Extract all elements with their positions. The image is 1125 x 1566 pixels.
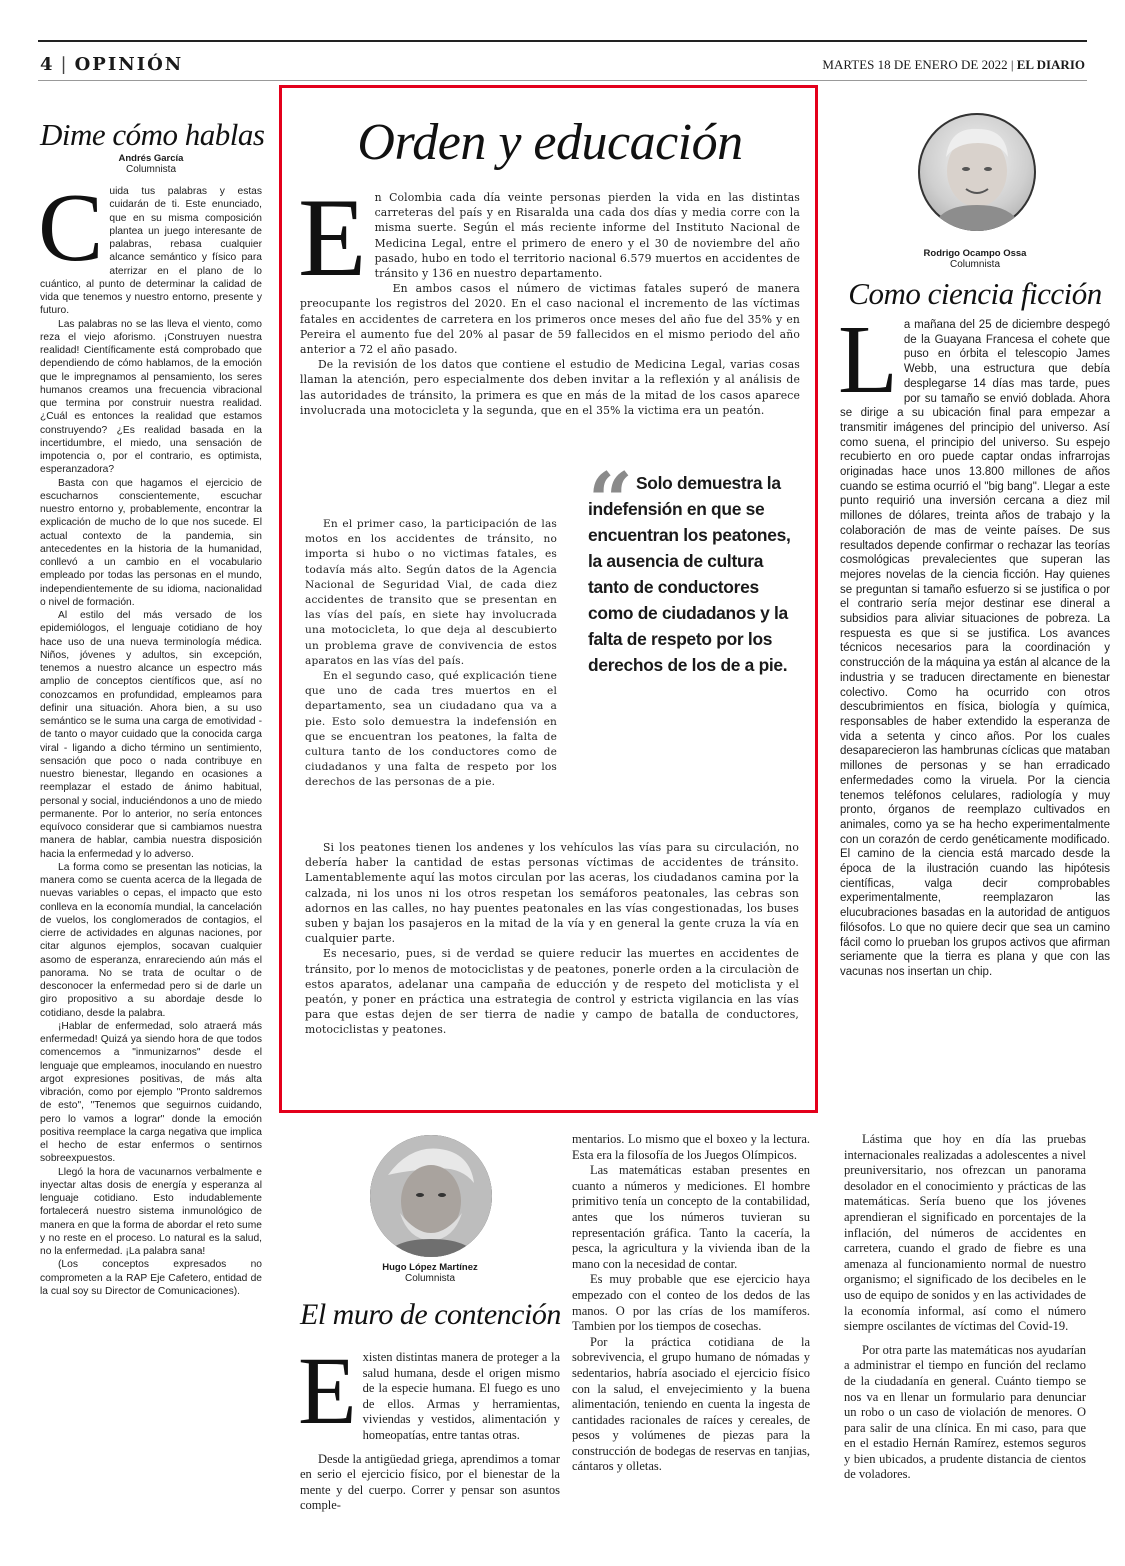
left-paragraph: Basta con que hagamos el ejercicio de escucharnos conscientemente, escuchar nuestro entorno y, probablemente, encontrar la explicación de mucho de lo que nos sucede. El actual contexto de la pandemia, sin antecedentes en la historia de la humanidad, conllevó a un cambio en el vocabulario empleado por todas las personas en el mundo, independientemente de su idioma, nacionalidad o nivel de formación. — [40, 477, 262, 608]
bottom-paragraph: Por la práctica cotidiana de la sobrevivencia, el grupo humano de nómadas y sedentarios, habría asociado el ejercicio físico con la salud, el envejecimiento y la buena alimentación, teniendo en cuenta la ingesta de cantidades racionales de raíces y cereales, de pesos y volúmenes de piezas para la construcción de bodegas de reservas en tanjias, cántaros y olletas. — [572, 1334, 810, 1474]
bottom-paragraph: Desde la antigüedad griega, aprendimos a tomar en serio el ejercicio físico, por el bienestar de la mente y del cuerpo. Correr y pensar son asuntos comple- — [300, 1451, 560, 1513]
bottom-article-col3 — [844, 1132, 1086, 1483]
main-paragraph: En el primer caso, la participación de las motos en los accidentes de tránsito, no importa si hubo o no victimas fatales, es todavía más alto. Según datos de la Agencia Nacional de Seguridad Vial, de cada diez accidentes de transito que se presentan en las vías del país, en siete hay involucrada una motocicleta, lo que deja al descubierto un problema grave de convivencia de estos aparatos en las vías del país. — [305, 518, 557, 667]
main-paragraph: n Colombia cada día veinte personas pierden la vida en las distintas carreteras del país y en Risaralda una cada dos días y media corre con la misma suerte. Según el más reciente informe del Instituto Nacional de Medicina Legal, entre el primero de enero y el 30 de noviembre del año pasado, hubo en todo el territorio nacional 6.579 muertos en accidentes de tránsito y 136 en nuestro departamento. — [374, 191, 800, 281]
left-article-role: Columnista — [125, 164, 177, 175]
bottom-paragraph: mentarios. Lo mismo que el boxeo y la lectura. Esta era la filosofía de los Juegos Olímpicos. — [572, 1132, 810, 1162]
main-article-intro — [298, 176, 800, 418]
header-top-rule — [38, 40, 1087, 42]
left-paragraph: ¡Hablar de enfermedad, solo atraerá más enfermedad! Quizá ya siendo hora de que todos comencemos a "inmunizarnos" desde el lenguaje que empleamos, inoculando en nuestro argot expresiones positivas, de más alta vibración, como por ejemplo "Pronto saldremos de esto", "Tenemos que seguirnos cuidando, pero lo vamos a lograr" donde la emoción positiva reemplace la carga negativa que implica el hecho de estar enfermos o sentirnos sobreexpuestos. — [40, 1020, 262, 1165]
main-bottom-text — [305, 840, 799, 1038]
left-article-title: Dime cómo hablas — [40, 117, 265, 152]
main-paragraph: Es necesario, pues, si de verdad se quiere reducir las muertes en accidentes de tránsito, por lo menos de motociclistas y de peatones, ponerle orden a la circulaciòn de estos aparatos, adelanar una campaña de educción y de respeto del moticlista y el peatón, y poner en práctica una estrategia de control y estricta vigilancia en las vías para que estas dejen de ser tierra de nadie y campo de batalla de conductores, motociclistas y peatones. — [305, 947, 799, 1037]
main-dropcap: E — [298, 176, 367, 300]
right-dropcap: L — [838, 306, 898, 414]
bottom-article-col1 — [298, 1337, 560, 1514]
left-paragraph: La forma como se presentan las noticias, la manera como se cuenta acerca de la llegada de nuevas variables o cepas, el impacto que esto conlleva en la economía mundial, la cancelación de vuelos, los conglomerados de contagios, el cierre de actividades en algunas naciones, por citar algunos ejemplos, socavan cualquier asomo de esperanza, enrareciendo aún más el panorama. No se trata de ocultar o de desconocer la enfermedad pero si de darle un giro propositivo a su abordaje desde lo cotidiano, desde la palabra. — [40, 861, 262, 1019]
right-paragraph: a mañana del 25 de diciembre despegó de la Guayana Francesa el cohete que puso en órbita el telescopio James Webb, una estructura que debía desplegarse 14 días mas tarde, pues por su tamaño se envió doblada. Ahora se dirige a su ubicación final para empezar a transmitir imágenes del principio del universo. Así como suena, el principio del universo. Su espejo recubierto en oro puede captar ondas infrarrojas originadas hace unos 13.800 millones de años cuando se estima ocurrió el "big bang". Llegar a este punto requirió una inversión cercana a diez mil millones de dólares, treinta años de trabajo y la colaboración de mas de veinte países. De sus resultados depende confirmar o rechazar las teorías cosmológicas prevalecientes que superan las mejores novelas de la ciencia ficción. Hay quienes se preguntan si tamaño esfuerzo si se justifica o por el contrario sería mejor destinar ese dineral a subsidios para aliviar situaciones de pobreza. La respuesta es que si se justifica. Los avances técnicos necesarios para la coordinación y construcción de la máquina ya están al alcance de la industria y se traducen directamente en bienestar colectivo. Como ha ocurrido con otros descubrimientos en física, biología y química, responsables de haber extendido la esperanza de vida a setenta y cinco años. Por los cuales desaparecieron las hambrunas cíclicas que mataban millones de personas y se han erradicado enfermedades como la viruela. Por la ciencia tenemos teléfonos celulares, radiología y muy pronto, órganos de reemplazo cultivados en animales, como ya se ha hecho experimentalmente con un corazón de cerdo genéticamente modificado. El camino de la ciencia está marcado desde la época de la ilustración cuando las hipótesis científicas, valga decir comprobables experimentalmente, reemplazaron las elucubraciones basadas en la autoridad de antiguos filósofos. Lo que no quiere decir que sea un camino fácil como lo prueban los grupos activos que afirman seriamente que la tierra es plana y que con las vacunas nos insertan un chip. — [840, 319, 1110, 978]
author-photo-rodrigo — [918, 113, 1036, 231]
bottom-paragraph: Las matemáticas estaban presentes en cuanto a números y mediciones. El hombre primitivo tenía un concepto de la contabilidad, antes que los números tuvieran su representación gráfica. Tanto la cacería, la pesca, la agricultura y la vivienda iban de la mano con la necesidad de contar. — [572, 1163, 810, 1271]
left-article — [38, 117, 265, 1298]
left-paragraph: (Los conceptos expresados no comprometen a la RAP Eje Cafetero, entidad de la cual soy su Director de Comunicaciones). — [40, 1259, 262, 1297]
main-paragraph: De la revisión de los datos que contiene el estudio de Medicina Legal, varias cosas llaman la atención, pero especialmente dos deben invitar a la reflexión y al análisis de las autoridades de tránsito, la primera es que en más de la mitad de los casos aparece involucrada una motocicleta y la segunda, que en el 35% la victima era un peatón. — [300, 358, 800, 417]
portrait-icon — [918, 113, 1036, 231]
left-paragraph: Al estilo del más versado de los epidemiólogos, el lenguaje cotidiano de hoy hace uso de una nueva terminología médica. Niños, jóvenes y adultos, sin excepción, tenemos a nuestro alcance un espectro más amplio de conceptos científicos que, así no conozcamos en profundidad, empleamos para definir una situación. Ahora bien, a su uso semántico se le suma una carga de emotividad - de tanto o mayor cuidado que la conocida carga viral - ligando a dicho término un sentimiento, sensación que poco o nada contribuye en nuestro bienestar, llegando en ocasiones a reemplazar el estado de ánimo habitual, personal y social, induciéndonos a uno de miedo permanente. Por lo anterior, no sería entonces equívoco considerar que si cambiamos nuestra manera de hablar, cambia nuestra disposición hacia la enfermedad y lo adverso. — [40, 610, 262, 860]
bottom-article-author: Hugo López Martínez — [382, 1262, 478, 1273]
bottom-article-role: Columnista — [404, 1273, 456, 1284]
quote-mark-icon: “ — [588, 456, 633, 547]
portrait-icon — [370, 1135, 492, 1257]
left-paragraph: Las palabras no se las lleva el viento, como reza el viejo aforismo. ¡Construyen nuestra realidad! Científicamente está comprobado que dependiendo de cómo hablamos, de la emoción que le impregnamos al pensamiento, los seres humanos creamos una frecuencia vibracional que termina por construir nuestra realidad. ¿Cuál es entonces la realidad que estamos construyendo? ¿Es realidad basada en la incertidumbre, el miedo, una sensación de impotencia o, por el contrario, es optimista, esperanzadora? — [40, 318, 262, 476]
left-article-body — [38, 174, 262, 1298]
left-dropcap: C — [38, 174, 104, 282]
right-article-title: Como ciencia ficción — [848, 276, 1102, 311]
bottom-article-col2 — [572, 1132, 810, 1475]
main-paragraph: Si los peatones tienen los andenes y los vehículos las vías para su circulación, no debería haber la cantidad de estas personas víctimas de accidentes de tránsito. Lamentablemente aquí las motos circulan por las aceras, los ciudadanos camina por la calzada, ni los unos ni los otros respetan los semáforos peatonales, las cebras son adornos en las calles, no hay puentes peatonales en las vías congestionadas, los buses suben y bajan los pasajeros en la mitad de la vía y en general la gente cruza la vía en cualquier parte. — [305, 841, 799, 946]
bottom-dropcap: E — [298, 1337, 357, 1444]
pull-quote — [588, 456, 802, 678]
page-number: 4 — [40, 54, 55, 75]
main-article — [300, 112, 800, 418]
right-article-author: Rodrigo Ocampo Ossa — [923, 248, 1027, 259]
bottom-paragraph: Por otra parte las matemáticas nos ayudarían a administrar el tiempo en función del reclamo de la ciudadanía en general. Cuánto tiempo se nos va en llenar un formulario para denunciar un robo o un caso de violación de menores. O para salir de una clínica. En mi caso, para que en el estadio Hernán Ramírez, estemos seguros y bien ubicados, a prudente distancia de cientos de voladores. — [844, 1342, 1086, 1482]
page-header-left: 4 | OPINIÓN — [40, 54, 184, 75]
left-paragraph: uida tus palabras y estas cuidarán de ti. Este enunciado, que en su misma composición plantea un juego interesante de palabras, rebasa cualquier alcance semántico y físico para aterrizar en el plano de lo cuántico, al punto de determinar la calidad de vida que tenemos y nuestro entorno, presente y futuro. — [40, 186, 262, 317]
right-article — [840, 248, 1110, 980]
header-bottom-rule — [38, 80, 1087, 81]
bottom-paragraph: Lástima que hoy en día las pruebas internacionales realizadas a adolescentes a nivel preuniversitario, nos ofrezcan un panorama desolador en el conocimiento y prácticas de las matemáticas. Sería bueno que los jóvenes aprendieran el significado en porcentajes de la inflación, del números de accidentes en carretera, cuando el grado de fiebre es una amenaza al funcionamiento normal de nuestro organismo; el significado de los decibeles en le uso de equipo de sonidos y en las actividades de la economía informal, así como el número siempre oscilantes de víctimas del Covid-19. — [844, 1132, 1086, 1334]
main-paragraph: En el segundo caso, qué explicación tiene que uno de cada tres muertos en el departamento, sea un ciudadano qua va a pie. Esto solo demuestra la indefensión en que se encuentran los peatones, la falta de cultura tanto de los conductores como de ciudadanos y una falta de respeto por los derechos de las personas de a pie. — [305, 670, 557, 789]
author-photo-hugo — [370, 1135, 492, 1257]
left-article-author: Andrés García — [118, 153, 184, 164]
bottom-paragraph: Es muy probable que ese ejercicio haya empezado con el conteo de los dedos de las manos. O por las crías de los mamíferos. Tambien por los tiempos de cosechas. — [572, 1272, 810, 1334]
bottom-article-header — [300, 1262, 560, 1332]
main-article-title: Orden y educación — [357, 114, 743, 171]
section-name: OPINIÓN — [74, 54, 184, 75]
left-paragraph: Llegó la hora de vacunarnos verbalmente e inyectar altas dosis de energía y esperanza al lenguaje cotidiano. Esto indudablemente fortalecerá nuestro sistema inmunológico de manera en que la forma de abordar el reto sume y no reste en el proceso. Lo natural es la salud, no la enfermedad. ¡La palabra sana! — [40, 1166, 262, 1257]
issue-date: MARTES 18 DE ENERO DE 2022 — [822, 57, 1008, 72]
pull-quote-text: Solo demuestra la indefensión en que se encuentran los peatones, la ausencia de cultura tanto de conductores como de ciudadanos y la falta de respeto por los derechos de los de a pie. — [588, 473, 791, 675]
right-article-role: Columnista — [949, 259, 1001, 270]
bottom-paragraph: xisten distintas manera de proteger a la salud humana, desde el origen mismo de la especie humana. El fuego es uno de ellos. Armas y herramientas, viviendas y vestidos, alimentación y homeopatías, entre tantas otras. — [362, 1350, 560, 1442]
page-header-right: MARTES 18 DE ENERO DE 2022 | EL DIARIO — [822, 57, 1085, 72]
main-paragraph: En ambos casos el número de victimas fatales superó de manera preocupante los registros del 2020. En el caso nacional el incremento de las víctimas fatales en accidentes de carretera en los primeros once meses del año fue del 35% y en Pereira el aumento fue del 20% al pasar de 59 fallecidos en el mismo periodo del año anterior a 72 el año pasado. — [300, 282, 800, 357]
bottom-article-title: El muro de contención — [300, 1298, 561, 1331]
newspaper-name: EL DIARIO — [1016, 57, 1085, 72]
main-narrow-column — [305, 517, 557, 791]
right-article-body — [838, 306, 1110, 980]
